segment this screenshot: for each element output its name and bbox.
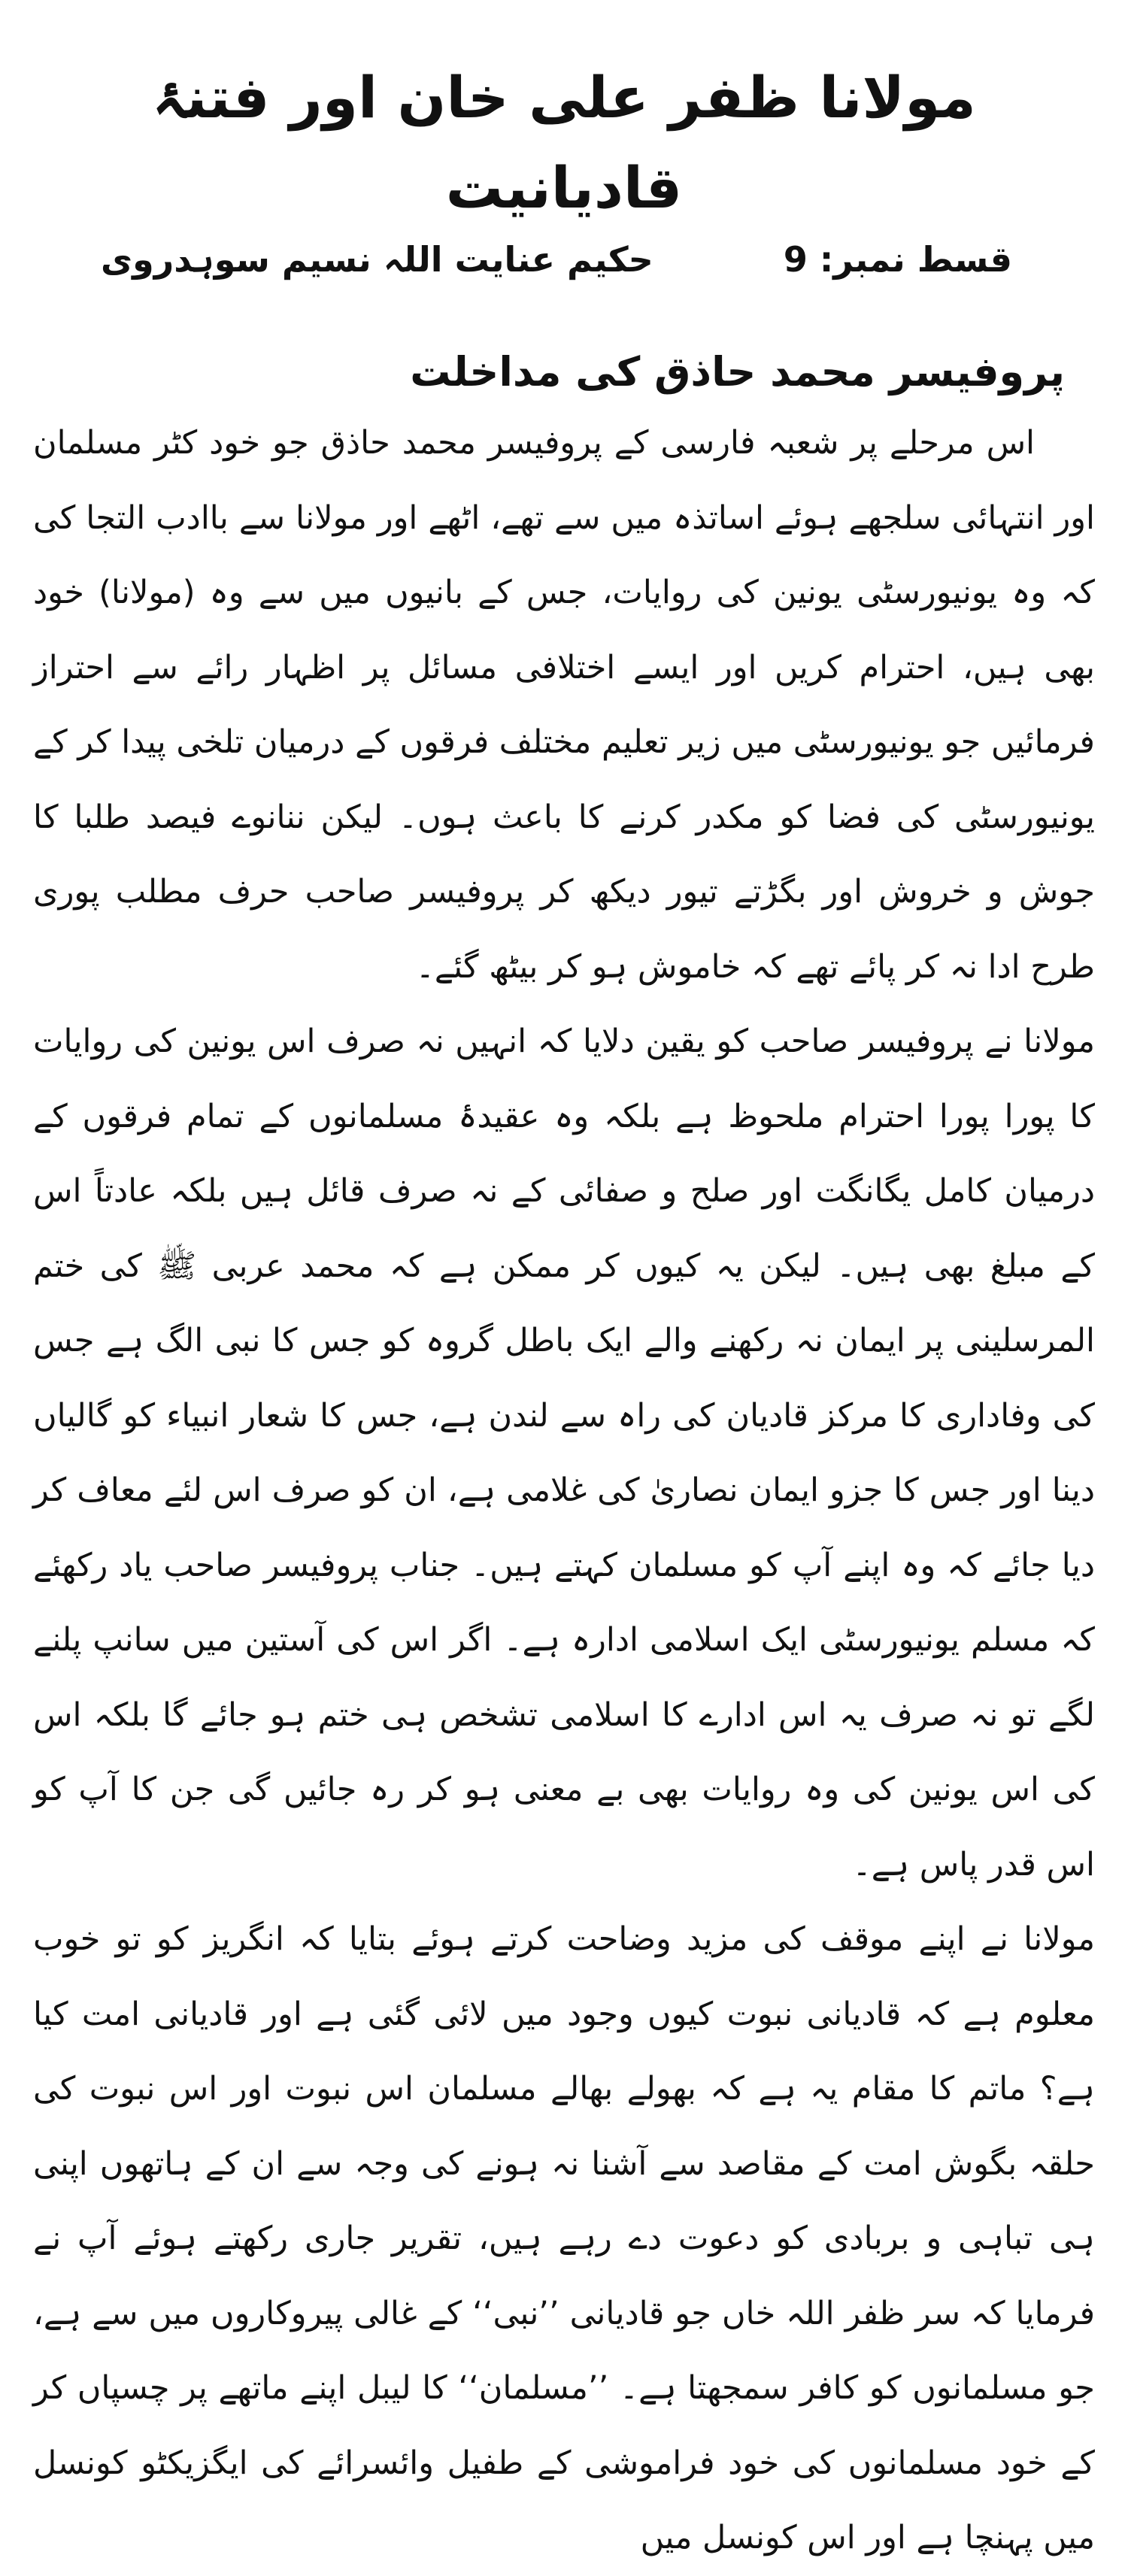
paragraph: [33, 1005, 1095, 1902]
article-title: مولانا ظفر علی خان اور فتنۂ قادیانیت: [152, 64, 976, 221]
byline: [33, 226, 1095, 293]
article-body: [33, 406, 1095, 2576]
section-heading: پروفیسر محمد حاذق کی مداخلت: [410, 348, 1065, 395]
author-name: حکیم عنایت اللہ نسیم سوہدروی: [101, 239, 653, 280]
paragraph: [33, 1902, 1095, 2576]
paragraph-text: اس مرحلے پر شعبہ فارسی کے پروفیسر محمد حاذق جو خود کٹر مسلمان اور انتہائی سلجھے ہوئے اساتذہ میں سے تھے، اٹھے اور مولانا سے باادب التجا کی کہ وہ یونیورسٹی یونین کی روایات، جس کے بانیوں میں سے وہ (مولانا) خود بھی ہیں، احترام کریں اور ایسے اختلافی مسائل پر اظہار رائے سے احتراز فرمائیں جو یونیورسٹی میں زیر تعلیم مختلف فرقوں کے درمیان تلخی پیدا کر کے یونیورسٹی کی فضا کو مکدر کرنے کا باعث ہوں۔ لیکن ننانوے فیصد طلبا کا جوش و خروش اور بگڑتے تیور دیکھ کر پروفیسر صاحب حرف مطلب پوری طرح ادا نہ کر پائے تھے کہ خاموش ہو کر بیٹھ گئے۔: [33, 424, 1095, 986]
installment-number: قسط نمبر: 9: [783, 239, 1012, 280]
paragraph-text: مولانا نے اپنے موقف کی مزید وضاحت کرتے ہوئے بتایا کہ انگریز کو تو خوب معلوم ہے کہ قادیانی نبوت کیوں وجود میں لائی گئی ہے اور قادیانی امت کیا ہے؟ ماتم کا مقام یہ ہے کہ بھولے بھالے مسلمان اس نبوت اور اس نبوت کی حلقہ بگوش امت کے مقاصد سے آشنا نہ ہونے کی وجہ سے ان کے ہاتھوں اپنی ہی تباہی و بربادی کو دعوت دے رہے ہیں، تقریر جاری رکھتے ہوئے آپ نے فرمایا کہ سر ظفر اللہ خاں جو قادیانی ’’نبی‘‘ کے غالی پیروکاروں میں سے ہے، جو مسلمانوں کو کافر سمجھتا ہے۔ ’’مسلمان‘‘ کا لیبل اپنے ماتھے پر چسپاں کر کے خود مسلمانوں کی خود فراموشی کے طفیل وائسرائے کی ایگزیکٹو کونسل میں پہنچا ہے اور اس کونسل میں: [33, 1920, 1095, 2556]
paragraph: [33, 406, 1095, 1005]
paragraph-text: مولانا نے پروفیسر صاحب کو یقین دلایا کہ انہیں نہ صرف اس یونین کی روایات کا پورا پورا احترام ملحوظ ہے بلکہ وہ عقیدۂ مسلمانوں کے تمام فرقوں کے درمیان کامل یگانگت اور صلح و صفائی کے نہ صرف قائل ہیں بلکہ عادتاً اس کے مبلغ بھی ہیں۔ لیکن یہ کیوں کر ممکن ہے کہ محمد عربی ﷺ کی ختم المرسلینی پر ایمان نہ رکھنے والے ایک باطل گروہ کو جس کا نبی الگ ہے جس کی وفاداری کا مرکز قادیان کی راہ سے لندن ہے، جس کا شعار انبیاء کو گالیاں دینا اور جس کا جزو ایمان نصاریٰ کی غلامی ہے، ان کو صرف اس لئے معاف کر دیا جائے کہ وہ اپنے آپ کو مسلمان کہتے ہیں۔ جناب پروفیسر صاحب یاد رکھئے کہ مسلم یونیورسٹی ایک اسلامی ادارہ ہے۔ اگر اس کی آستین میں سانپ پلنے لگے تو نہ صرف یہ اس ادارے کا اسلامی تشخص ہی ختم ہو جائے گا بلکہ اس کی اس یونین کی وہ روایات بھی بے معنی ہو کر رہ جائیں گی جن کا آپ کو اس قدر پاس ہے۔: [33, 1023, 1095, 1884]
